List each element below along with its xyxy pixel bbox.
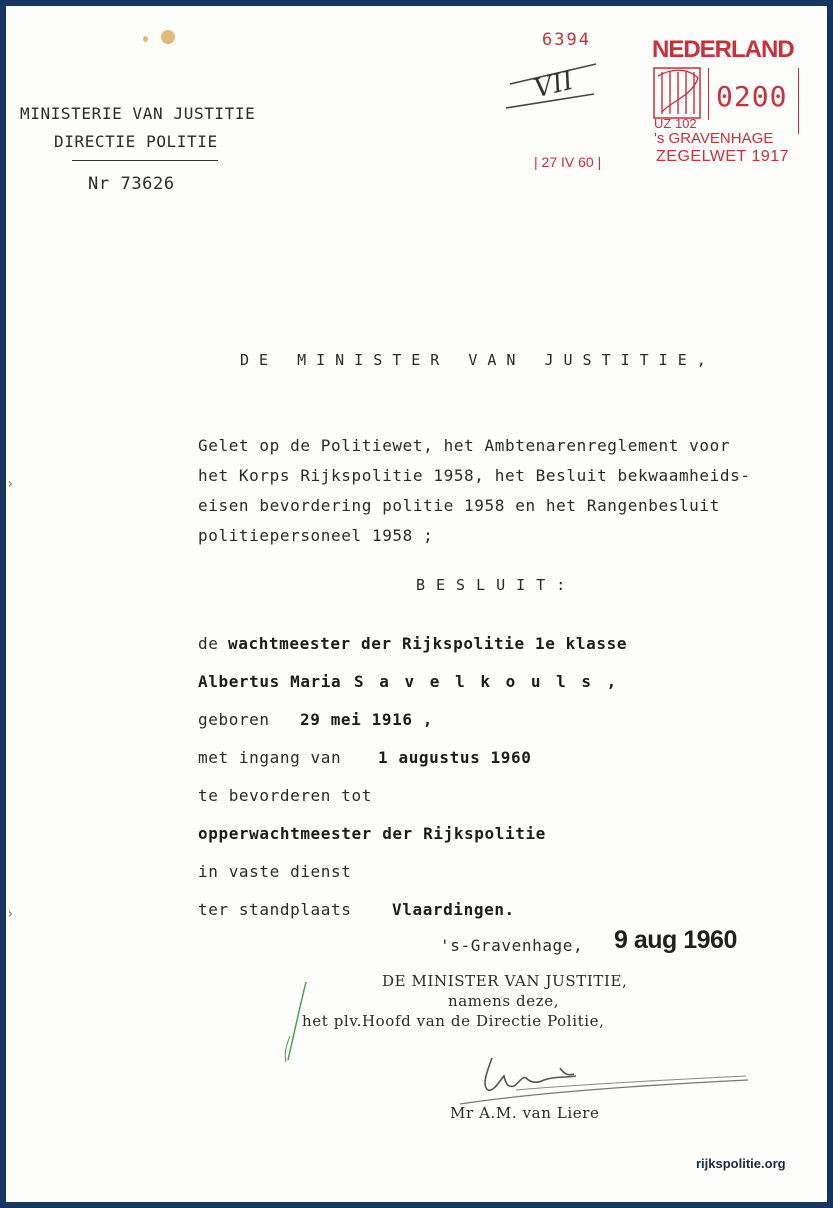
margin-mark: ›: [6, 906, 15, 922]
service-type: in vaste dienst: [198, 862, 352, 881]
promote-label: te bevorderen tot: [198, 786, 372, 805]
postage-divider: [708, 68, 709, 120]
stamp-number: 6394: [542, 30, 591, 50]
postage-city: 's GRAVENHAGE: [654, 130, 774, 147]
rank-prefix: de: [198, 634, 219, 653]
start-date: 1 augustus 1960: [378, 748, 532, 767]
signature-on-behalf: namens deze,: [448, 992, 560, 1010]
date-stamped: 9 aug 1960: [614, 926, 737, 954]
stain-mark: [143, 36, 148, 42]
post-label: ter standplaats: [198, 900, 352, 919]
surname: S a v e l k o u l s ,: [354, 672, 620, 691]
postage-frame-right: [798, 68, 799, 134]
letterhead-ministry: MINISTERIE VAN JUSTITIE: [20, 104, 256, 123]
signature-function: het plv.Hoofd van de Directie Politie,: [302, 1012, 605, 1030]
postage-emblem: [652, 66, 704, 122]
start-label: met ingang van: [198, 748, 342, 767]
born-date: 29 mei 1916 ,: [300, 710, 434, 729]
letterhead-rule: [72, 160, 218, 161]
postage-code: UZ 102: [654, 116, 697, 131]
new-rank: opperwachtmeester der Rijkspolitie: [198, 824, 546, 843]
post-location: Vlaardingen.: [392, 900, 515, 919]
signatory-name: Mr A.M. van Liere: [450, 1104, 600, 1122]
pencil-mark: [276, 976, 316, 1066]
document-heading: DE MINISTER VAN JUSTITIE,: [240, 351, 716, 369]
preamble-line: politiepersoneel 1958 ;: [198, 526, 434, 545]
handwritten-mark: VII: [530, 65, 577, 105]
postage-amount: 0200: [716, 80, 788, 113]
date-stamp: | 27 IV 60 |: [534, 154, 602, 170]
signature-authority: DE MINISTER VAN JUSTITIE,: [382, 972, 628, 990]
letterhead-directorate: DIRECTIE POLITIE: [54, 132, 218, 151]
decision-label: BESLUIT:: [416, 576, 577, 594]
margin-mark: ›: [6, 476, 15, 492]
place: 's-Gravenhage,: [440, 936, 584, 955]
handwritten-signature: [446, 1046, 766, 1110]
postage-law: ZEGELWET 1917: [656, 148, 790, 165]
source-watermark: rijkspolitie.org: [696, 1156, 786, 1171]
postage-country: NEDERLAND: [652, 36, 794, 63]
born-label: geboren: [198, 710, 270, 729]
first-names: Albertus Maria: [198, 672, 342, 691]
current-rank: wachtmeester der Rijkspolitie 1e klasse: [228, 634, 628, 653]
preamble-line: eisen bevordering politie 1958 en het Rangenbesluit: [198, 496, 720, 515]
preamble-line: het Korps Rijkspolitie 1958, het Besluit bekwaamheids-: [198, 466, 751, 485]
postage-meter: [652, 36, 802, 166]
document-number: Nr 73626: [88, 174, 175, 194]
document-page: [6, 6, 827, 1202]
preamble-line: Gelet op de Politiewet, het Ambtenarenreglement voor: [198, 436, 731, 455]
stain-mark: [161, 30, 175, 44]
